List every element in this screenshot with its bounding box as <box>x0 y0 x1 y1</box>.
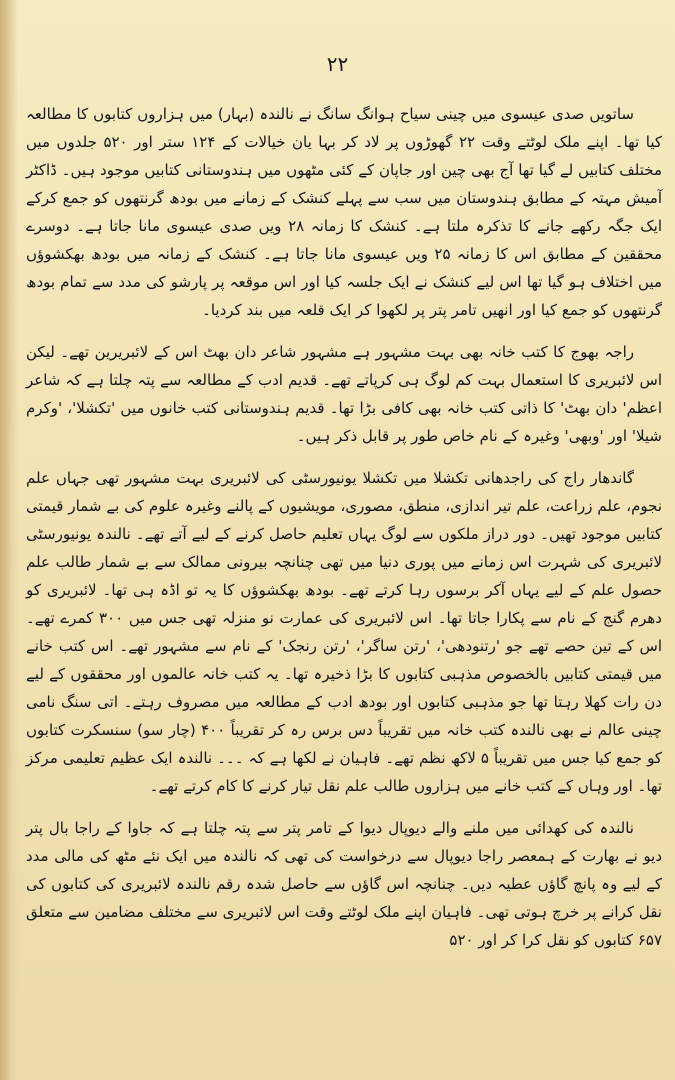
body-text <box>26 100 662 968</box>
paragraph-1: ساتویں صدی عیسوی میں چینی سیاح ہوانگ سانگ نے نالندہ (بہار) میں ہزاروں کتابوں کا مطالعہ کیا تھا۔ اپنے ملک لوٹتے وقت ۲۲ گھوڑوں پر لاد کر بہا یان خیالات کے ۱۲۴ ستر اور ۵۲۰ جلدوں میں مختلف کتابیں لے گیا تھا آج بھی چین اور جاپان کے کئی مٹھوں میں ہندوستانی کتابیں موجود ہیں۔ ڈاکٹر آمیش مہتہ کے مطابق ہندوستان میں سب سے پہلے کنشک کے زمانے میں بودھ گرنتھوں کو جمع کرکے ایک جگہ رکھے جانے کا تذکرہ ملتا ہے۔ کنشک کا زمانہ ۲۸ ویں صدی عیسوی مانا جاتا ہے۔ دوسرے محققین کے مطابق اس کا زمانہ ۲۵ ویں عیسوی مانا جاتا ہے۔ کنشک کے زمانہ میں بودھ بھکشوؤں میں اختلاف ہو گیا تھا اس لیے کنشک نے ایک جلسہ کیا اور اس موقعہ پر پارشو کی مدد سے تمام بودھ گرنتھوں کو جمع کیا اور انھیں تامر پتر پر لکھوا کر ایک قلعہ میں بند کردیا۔ <box>26 105 663 319</box>
paragraph-4: نالندہ کی کھدائی میں ملنے والے دیوپال دیوا کے تامر پتر سے پتہ چلتا ہے کہ جاوا کے راجا بال پتر دیو نے بھارت کے ہمعصر راجا دیوپال سے درخواست کی تھی کہ نالندہ میں ایک نئے مٹھ کی مالی مدد کے لیے وہ پانچ گاؤں عطیہ دیں۔ چنانچہ اس گاؤں سے حاصل شدہ رقم نالندہ لائبریری کی کتابوں کی نقل کرانے پر خرچ ہوتی تھی۔ فاہیان اپنے ملک لوٹتے وقت اس لائبریری سے مختلف مضامین سے متعلق ۶۵۷ کتابوں کو نقل کرا کر اور ۵۲۰ <box>26 819 662 949</box>
paragraph-2: راجہ بھوج کا کتب خانہ بھی بہت مشہور ہے مشہور شاعر دان بھٹ اس کے لائبریرین تھے۔ لیکن اس لائبریری کا استعمال بہت کم لوگ ہی کرپاتے تھے۔ قدیم ادب کے مطالعہ سے پتہ چلتا ہے کہ شاعر اعظم' دان بھٹ' کا ذاتی کتب خانہ بھی کافی بڑا تھا۔ قدیم ہندوستانی کتب خانوں میں 'تکشلا'، 'وکرم شیلا' اور 'وبھی' وغیرہ کے نام خاص طور پر قابل ذکر ہیں۔ <box>26 343 662 445</box>
paragraph-3: گاندھار راج کی راجدھانی تکشلا میں تکشلا یونیورسٹی کی لائبریری بہت مشہور تھی جہاں علم نجوم، علم زراعت، علم تیر اندازی، منطق، مصوری، مویشیوں کے پالنے وغیرہ علوم کی بے شمار قیمتی کتابیں موجود تھیں۔ دور دراز ملکوں سے لوگ یہاں تعلیم حاصل کرنے کے لیے آتے تھے۔ نالندہ یونیورسٹی لائبریری کی شہرت اس زمانے میں پوری دنیا میں تھی چنانچہ بیرونی ممالک سے بے شمار طالب علم حصول علم کے لیے یہاں آکر برسوں رہا کرتے تھے۔ بودھ بھکشوؤں کا یہ تو اڈہ ہی تھا۔ لائبریری کو دھرم گنج کے نام سے پکارا جاتا تھا۔ اس لائبریری کی عمارت نو منزلہ تھی جس میں ۳۰۰ کمرے تھے۔ اس کے تین حصے تھے جو 'رتنودھی'، 'رتن ساگر'، 'رتن رنجک' کے نام سے مشہور تھے۔ اس کتب خانے میں قیمتی کتابیں بالخصوص مذہبی کتابوں کا بڑا ذخیرہ تھا۔ یہ کتب خانہ عالموں اور محققوں کے لیے دن رات کھلا رہتا تھا جو مذہبی کتابوں اور بودھ ادب کے مطالعہ میں مصروف رہتے۔ اتی سنگ نامی چینی عالم نے بھی نالندہ کتب خانہ میں تقریباً دس برس رہ کر تقریباً ۴۰۰ (چار سو) سنسکرت کتابوں کو جمع کیا جس میں تقریباً ۵ لاکھ نظم تھے۔ فاہیان نے لکھا ہے کہ ۔۔۔ نالندہ ایک عظیم تعلیمی مرکز تھا۔ اور وہاں کے کتب خانے میں ہزاروں طالب علم نقل تیار کرنے کا کام کرتے تھے۔ <box>26 469 662 795</box>
book-spine-shadow <box>0 0 18 1080</box>
page-number: ۲۲ <box>326 52 349 76</box>
